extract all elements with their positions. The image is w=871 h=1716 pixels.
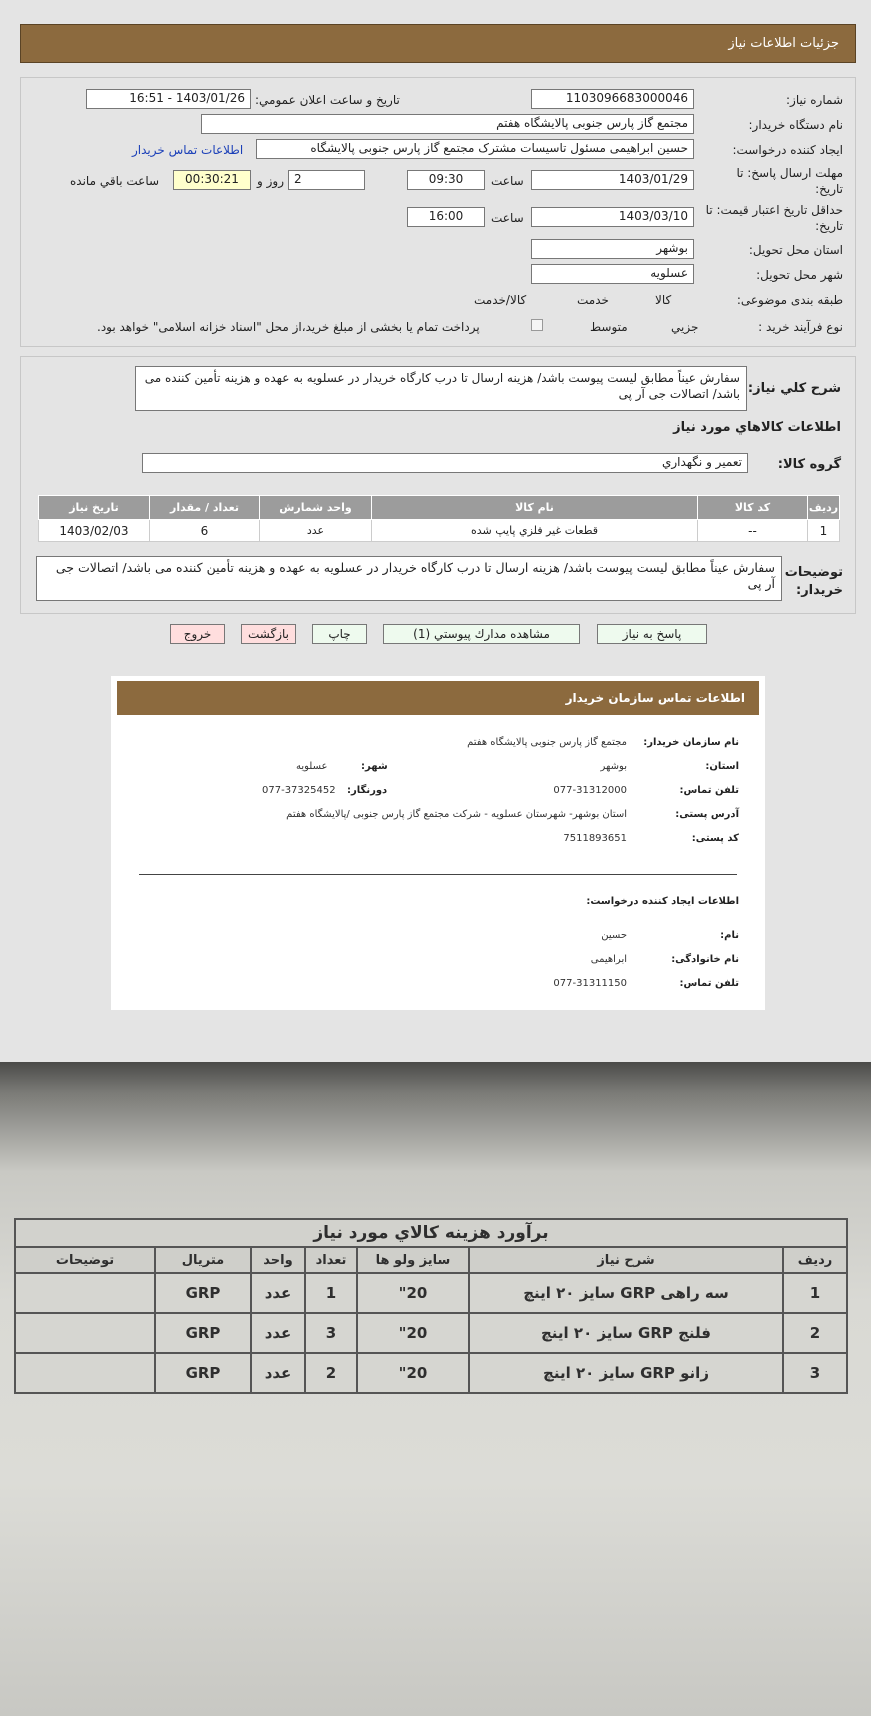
- scan-cell-size: 20": [357, 1313, 469, 1353]
- fax-info-value: 077-37325452: [262, 785, 336, 796]
- print-button[interactable]: چاپ: [312, 624, 367, 644]
- province-field[interactable]: بوشهر: [531, 239, 694, 259]
- page-title: جزئيات اطلاعات نياز: [728, 36, 839, 51]
- back-button[interactable]: بازگشت: [241, 624, 296, 644]
- attachments-button[interactable]: مشاهده مدارك پيوستي (1): [383, 624, 580, 644]
- scan-col-material: متريال: [155, 1247, 251, 1273]
- creator-name-label: نام:: [720, 930, 739, 941]
- buyer-contact-link[interactable]: اطلاعات تماس خريدار: [132, 143, 244, 157]
- creator-family-label: نام خانوادگی:: [671, 954, 739, 965]
- scan-cell-count: 3: [305, 1313, 357, 1353]
- col-qty: تعداد / مقدار: [150, 496, 260, 520]
- buyer-org-label: نام دستگاه خريدار:: [748, 118, 843, 132]
- city-label: شهر محل تحويل:: [756, 268, 843, 282]
- process-partial-label: جزيي: [671, 320, 699, 334]
- category-service-label: خدمت: [577, 293, 609, 307]
- goods-group-label: گروه كالا:: [777, 457, 841, 472]
- creator-phone-label: تلفن تماس:: [679, 978, 739, 989]
- remaining-label: ساعت باقي مانده: [70, 174, 160, 188]
- scan-cell-row: 2: [783, 1313, 847, 1353]
- buyer-notes-label: توضيحات خريدار:: [784, 565, 843, 598]
- scan-col-row: رديف: [783, 1247, 847, 1273]
- scan-cell-notes: [15, 1273, 155, 1313]
- col-name: نام كالا: [372, 496, 698, 520]
- scan-col-notes: توضيحات: [15, 1247, 155, 1273]
- scan-cell-material: GRP: [155, 1273, 251, 1313]
- cell-qty: 6: [150, 520, 260, 542]
- fax-info-label: دورنگار:: [347, 785, 388, 796]
- process-label: نوع فرآيند خريد :: [758, 320, 843, 334]
- remaining-days-field[interactable]: 2: [288, 170, 365, 190]
- col-code: كد كالا: [698, 496, 808, 520]
- col-unit: واحد شمارش: [260, 496, 372, 520]
- treasury-checkbox[interactable]: [531, 319, 543, 331]
- scan-table: [14, 1246, 848, 1394]
- contact-card-title: اطلاعات تماس سازمان خريدار: [117, 681, 759, 715]
- creator-label: ايجاد كننده درخواست:: [732, 143, 843, 157]
- col-date: تاريخ نياز: [39, 496, 150, 520]
- cell-unit: عدد: [260, 520, 372, 542]
- buyer-org-field[interactable]: مجتمع گاز پارس جنوبی پالایشگاه هفتم: [201, 114, 694, 134]
- card-divider: [139, 874, 737, 875]
- scan-cell-material: GRP: [155, 1353, 251, 1393]
- treasury-note: پرداخت تمام يا بخشی از مبلغ خريد،از محل "اسناد خزانه اسلامی" خواهد بود.: [97, 320, 480, 334]
- scan-cell-material: GRP: [155, 1313, 251, 1353]
- description-textbox[interactable]: سفارش عیناً مطابق لیست پیوست باشد/ هزینه ارسال تا درب کارگاه خریدار در عسلویه به عهده و هزینه تأمین کننده می باشد/ اتصالات جی آر پی: [135, 366, 747, 411]
- remaining-time-field: 00:30:21: [173, 170, 251, 190]
- scan-cell-unit: عدد: [251, 1273, 305, 1313]
- postal-info-value: 7511893651: [563, 833, 627, 844]
- scan-cell-notes: [15, 1313, 155, 1353]
- reply-button[interactable]: پاسخ به نياز: [597, 624, 707, 644]
- scan-cell-row: 3: [783, 1353, 847, 1393]
- org-label: نام سازمان خريدار:: [643, 737, 739, 748]
- category-goods-label: كالا: [655, 293, 672, 307]
- province-info-value: بوشهر: [600, 761, 627, 772]
- cell-code: --: [698, 520, 808, 542]
- city-info-value: عسلويه: [296, 761, 328, 772]
- scan-title: برآورد هزینه كالاي مورد نياز: [14, 1218, 848, 1248]
- org-value: مجتمع گاز پارس جنوبی پالایشگاه هفتم: [467, 737, 627, 748]
- creator-family-value: ابراهیمی: [590, 954, 627, 965]
- announce-label: تاريخ و ساعت اعلان عمومي:: [255, 93, 400, 107]
- scan-cell-unit: عدد: [251, 1313, 305, 1353]
- city-info-label: شهر:: [361, 761, 388, 772]
- province-label: استان محل تحويل:: [748, 243, 843, 257]
- cell-name: قطعات غير فلزي پايپ شده: [372, 520, 698, 542]
- scan-cell-count: 2: [305, 1353, 357, 1393]
- creator-field[interactable]: حسین ابراهیمی مسئول تاسیسات مشترک مجتمع گاز پارس جنوبی پالایشگاه: [256, 139, 694, 159]
- days-label: روز و: [257, 174, 284, 188]
- goods-info-title: اطلاعات كالاهاي مورد نياز: [673, 420, 841, 435]
- scan-cell-desc: فلنج GRP سایز ۲۰ اینچ: [469, 1313, 783, 1353]
- category-both-label: كالا/خدمت: [474, 293, 527, 307]
- scan-cell-unit: عدد: [251, 1353, 305, 1393]
- postal-info-label: كد پستی:: [691, 833, 739, 844]
- phone-info-label: تلفن تماس:: [679, 785, 739, 796]
- scan-col-count: تعداد: [305, 1247, 357, 1273]
- validity-time-label: ساعت: [491, 211, 524, 225]
- goods-group-field[interactable]: تعمير و نگهداري: [142, 453, 748, 473]
- scan-row: [15, 1353, 847, 1393]
- scan-col-unit: واحد: [251, 1247, 305, 1273]
- reply-date-field[interactable]: 1403/01/29: [531, 170, 694, 190]
- province-info-label: استان:: [705, 761, 739, 772]
- scan-cell-desc: سه راهی GRP سایز ۲۰ اینچ: [469, 1273, 783, 1313]
- exit-button[interactable]: خروج: [170, 624, 225, 644]
- phone-info-value: 077-31312000: [553, 785, 627, 796]
- items-table-wrap: [38, 495, 840, 542]
- address-info-label: آدرس پستی:: [675, 809, 739, 820]
- scan-cell-row: 1: [783, 1273, 847, 1313]
- price-validity-label: حداقل تاريخ اعتبار قيمت: تا تاريخ:: [705, 203, 843, 233]
- creator-name-value: حسین: [601, 930, 627, 941]
- reply-deadline-label: مهلت ارسال پاسخ: تا تاريخ:: [736, 166, 843, 196]
- page-header: [20, 24, 856, 63]
- table-row[interactable]: [39, 520, 840, 542]
- process-medium-label: متوسط: [590, 320, 628, 334]
- buyer-contact-card: [111, 676, 765, 1010]
- buyer-notes-textbox[interactable]: سفارش عیناً مطابق لیست پیوست باشد/ هزینه ارسال تا درب کارگاه خریدار در عسلویه به عهده و هزینه تأمین کننده می باشد/ اتصالات جی آر پی: [36, 556, 782, 601]
- scan-col-desc: شرح نياز: [469, 1247, 783, 1273]
- need-number-field[interactable]: 1103096683000046: [531, 89, 694, 109]
- validity-date-field[interactable]: 1403/03/10: [531, 207, 694, 227]
- col-row: رديف: [808, 496, 840, 520]
- scan-cell-size: 20": [357, 1353, 469, 1393]
- scan-cell-notes: [15, 1353, 155, 1393]
- cell-row: 1: [808, 520, 840, 542]
- scan-cell-size: 20": [357, 1273, 469, 1313]
- validity-time-field[interactable]: 16:00: [407, 207, 485, 227]
- city-field[interactable]: عسلويه: [531, 264, 694, 284]
- address-info-value: استان بوشهر- شهرستان عسلویه - شرکت مجتمع گاز پارس جنوبی /پالایشگاه هفتم: [286, 809, 627, 820]
- announce-field[interactable]: 1403/01/26 - 16:51: [86, 89, 251, 109]
- need-number-label: شماره نياز:: [786, 93, 843, 107]
- scan-cell-desc: زانو GRP سایز ۲۰ اینچ: [469, 1353, 783, 1393]
- attachment-scan-image: [0, 1062, 871, 1716]
- description-label: شرح كلي نياز:: [747, 381, 841, 396]
- scan-row: [15, 1313, 847, 1353]
- category-label: طبقه بندی موضوعی:: [736, 293, 843, 307]
- items-table: [38, 495, 840, 542]
- scan-col-size: سايز ولو ها: [357, 1247, 469, 1273]
- scan-row: [15, 1273, 847, 1313]
- scan-cell-count: 1: [305, 1273, 357, 1313]
- cell-date: 1403/02/03: [39, 520, 150, 542]
- creator-info-title: اطلاعات ايجاد كننده درخواست:: [586, 896, 739, 907]
- reply-time-label: ساعت: [491, 174, 524, 188]
- reply-time-field[interactable]: 09:30: [407, 170, 485, 190]
- creator-phone-value: 077-31311150: [553, 978, 627, 989]
